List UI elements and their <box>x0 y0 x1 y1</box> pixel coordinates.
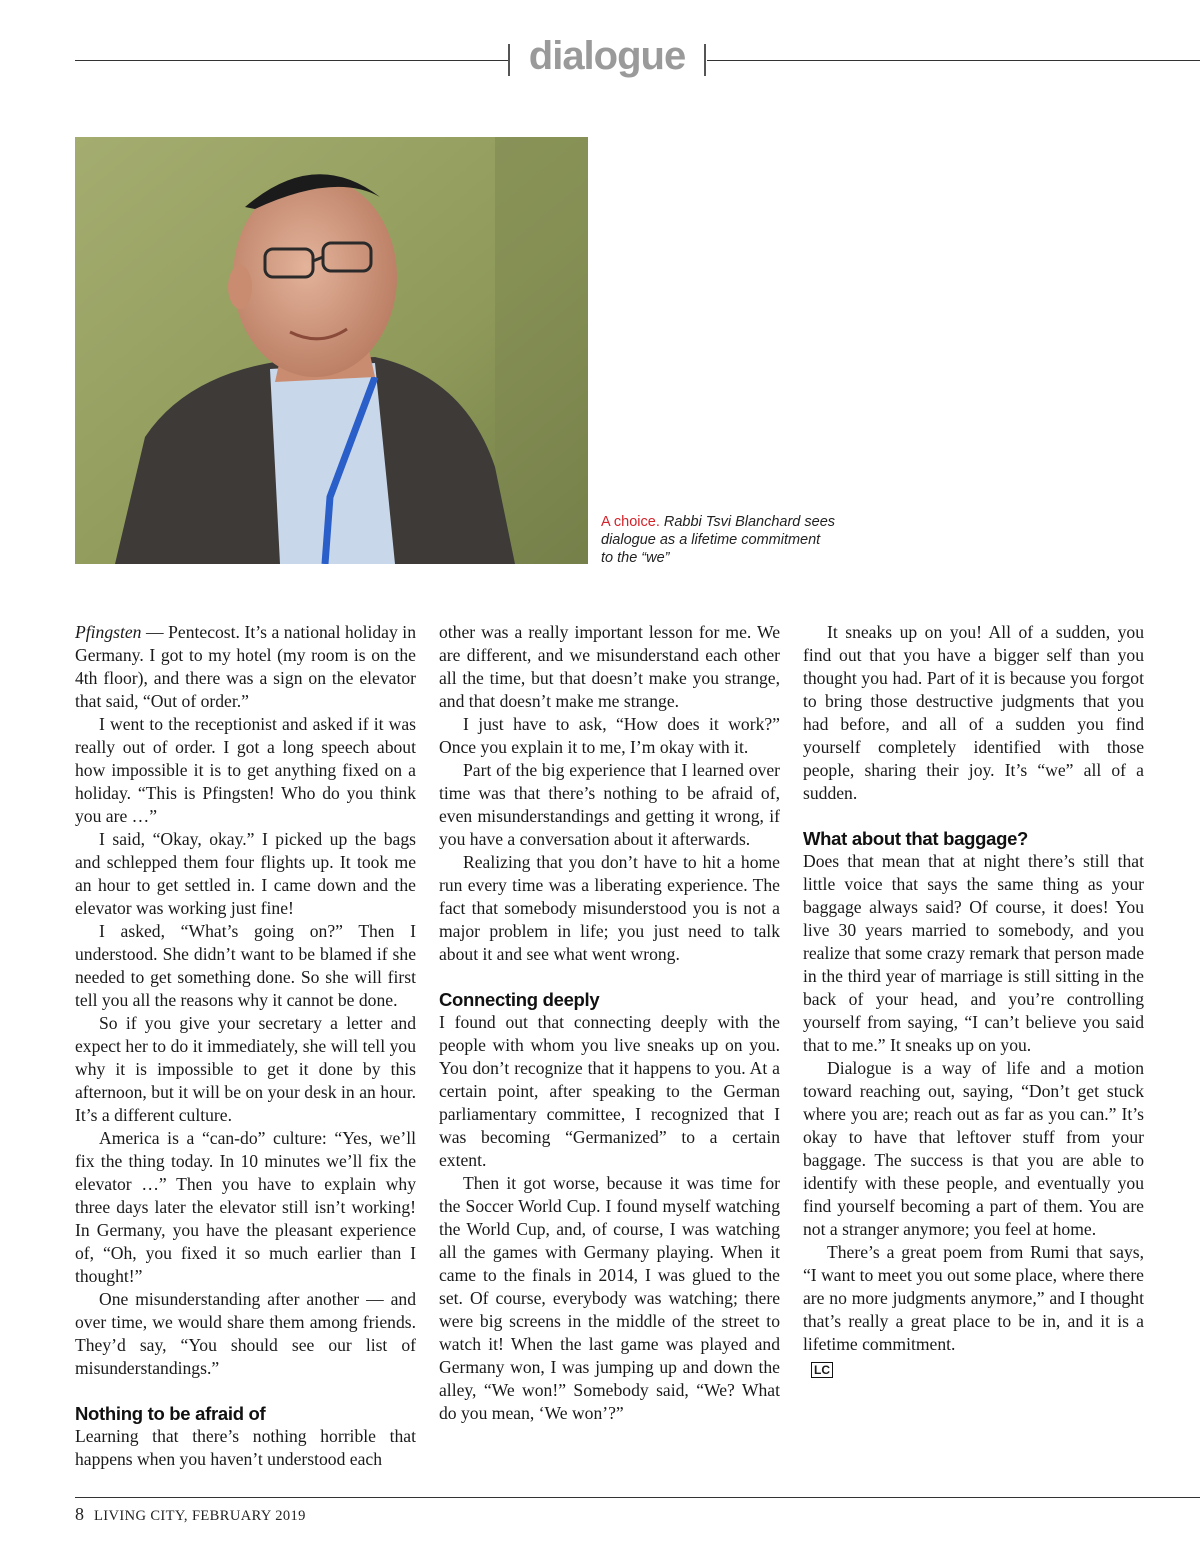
paragraph: I asked, “What’s going on?” Then I understood. She didn’t want to be blamed if she needed to get something done. So she will first tell you all the reasons why it cannot be done. <box>75 921 416 1010</box>
portrait-illustration <box>75 137 588 564</box>
paragraph: I found out that connecting deeply with the people with whom you live sneaks up on you. You don’t recognize that it happens to you. At a certain point, after speaking to the German parliamentary committee, I recognized that I was becoming “Germanized” to a certain extent. <box>439 1012 780 1170</box>
german-flag-icon <box>1009 1338 1037 1356</box>
page-number: 8 <box>75 1504 84 1524</box>
paragraph-text: There’s a great poem from Rumi that says, “I want to meet you out some place, where there are no more judgments anymore,” and I thought that’s really a great place to be in, and it is a lifetime commitment. <box>803 1242 1144 1354</box>
paragraph <box>803 1241 1144 1357</box>
header-rule-left <box>75 60 508 61</box>
photo-caption <box>601 513 836 567</box>
paragraph: Does that mean that at night there’s still that little voice that says the same thing as your baggage always said? Of course, it does! You live 30 years married to somebody, and you realize that some crazy remark that person made in the third year of marriage is still sitting in the back of your head, and you’re controlling yourself from saying, “I can’t believe you said that to me.” It sneaks up on you. <box>803 851 1144 1055</box>
subheading: What about that baggage? <box>803 828 1029 849</box>
header-tick-right <box>704 44 706 76</box>
paragraph: One misunderstanding after another — and over time, we would share them among friends. They’d say, “You should see our list of misunderstandings.” <box>75 1289 416 1378</box>
caption-text: Rabbi Tsvi Blanchard sees dialogue as a lifetime commitment to the “we” <box>601 514 836 566</box>
lc-logo-icon: LC <box>811 1362 833 1378</box>
paragraph: I said, “Okay, okay.” I picked up the bags and schlepped them four flights up. It took me an hour to get settled in. I came down and the elevator was working just fine! <box>75 829 416 918</box>
header-rule-right <box>707 60 1200 61</box>
paragraph: America is a “can-do” culture: “Yes, we’ll fix the thing today. In 10 minutes we’ll fix the elevator …” Then you have to explain why three days later the elevator still isn’t working! In Germany, you have the pleasant experience of, “Oh, you fixed it so much earlier than I thought!” <box>75 1128 416 1286</box>
page-footer <box>75 1504 306 1525</box>
paragraph: Then it got worse, because it was time for the Soccer World Cup. I found myself watching the World Cup, and, of course, I was watching all the games with Germany playing. When it came to the finals in 2014, I was glued to the set. Of course, everybody was watching; there were big screens in the middle of the street to watch it! When the last game was played and Germany won, I was jumping up and down the alley, “We won!” Somebody said, “We? What do you mean, ‘We won’?” <box>439 1173 780 1423</box>
header-tick-left <box>508 44 510 76</box>
paragraph-text: — Pentecost. It’s a national holiday in Germany. I got to my hotel (my room is on the 4th floor), and there was a sign on the elevator that said, “Out of order.” <box>75 622 416 711</box>
paragraph: Dialogue is a way of life and a motion toward reaching out, saying, “Don’t get stuck where you are; reach out as far as you can.” It’s okay to have that leftover stuff from your baggage. The success is that you are able to identify with these people, and eventually you find yourself becoming a part of them. You are not a stranger anymore; you feel at home. <box>803 1058 1144 1239</box>
paragraph: It sneaks up on you! All of a sudden, you find out that you have a bigger self than you thought you had. Part of it is because you forgot to bring those destructive judgments that you had before, and all of a sudden you find yourself completely identified with those people, sharing their joy. It’s “we” all of a sudden. <box>803 622 1144 803</box>
paragraph: Part of the big experience that I learned over time was that there’s nothing to be afraid of, even misunderstandings and getting it wrong, if you have a conversation about it afterwards. <box>439 760 780 849</box>
footer-rule <box>75 1497 1200 1498</box>
paragraph: other was a really important lesson for me. We are different, and we misunderstand each other all the time, but that doesn’t make you strange, and that doesn’t make me strange. <box>439 622 780 711</box>
article-column-1 <box>75 621 416 1471</box>
paragraph: Realizing that you don’t have to hit a home run every time was a liberating experience. The fact that somebody misunderstood you is not a major problem in life; you just need to talk about it and see what went wrong. <box>439 852 780 964</box>
end-marks <box>985 1334 1037 1357</box>
paragraph: I just have to ask, “How does it work?” Once you explain it to me, I’m okay with it. <box>439 714 780 757</box>
italic-term: Pfingsten <box>75 622 142 642</box>
portrait-photo <box>75 137 588 564</box>
paragraph <box>75 621 416 713</box>
section-title: dialogue <box>528 34 686 78</box>
publication-line: LIVING CITY, FEBRUARY 2019 <box>94 1508 306 1524</box>
subheading: Connecting deeply <box>439 989 600 1010</box>
paragraph: Learning that there’s nothing horrible that happens when you haven’t understood each <box>75 1426 416 1469</box>
article-column-2 <box>439 621 780 1425</box>
paragraph: So if you give your secretary a letter and expect her to do it immediately, she will tell you why it is impossible to get it done by this afternoon, but it will be on your desk in an hour. It’s a different culture. <box>75 1013 416 1125</box>
paragraph: I went to the receptionist and asked if it was really out of order. I got a long speech about how impossible it is to get anything fixed on a holiday. “This is Pfingsten! Who do you think you are …” <box>75 714 416 826</box>
caption-lead: A choice. <box>601 514 660 530</box>
subheading: Nothing to be afraid of <box>75 1403 266 1424</box>
article-column-3 <box>803 621 1144 1380</box>
